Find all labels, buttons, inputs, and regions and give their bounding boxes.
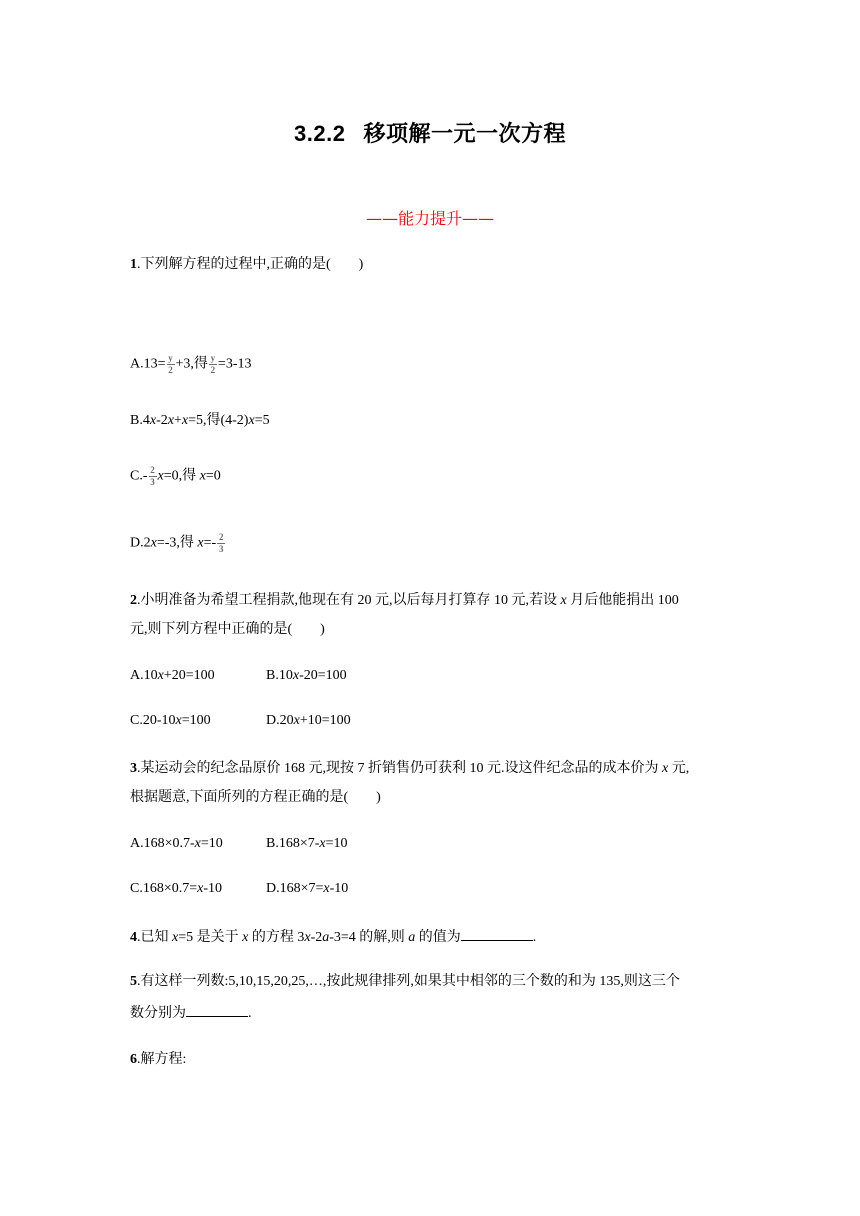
question-1-option-d: D.2x=-3,得 x=- $\frac{2}{3}$ <box>130 532 224 554</box>
question-number: 5 <box>130 974 137 989</box>
question-4: 4.已知 x=5 是关于 x 的方程 3x-2a-3=4 的解,则 a 的值为 . <box>130 926 536 948</box>
question-2-option-a: A.10x+20=100 <box>130 668 215 683</box>
question-2-option-c: C.20-10x=100 <box>130 713 211 728</box>
question-2-stem-line2: 元,则下列方程中正确的是( ) <box>130 622 325 637</box>
section-heading: ——能力提升—— <box>365 209 494 228</box>
question-2-option-b: B.10x-20=100 <box>266 668 347 683</box>
question-1-stem: 1.下列解方程的过程中,正确的是( ) <box>130 257 364 272</box>
answer-blank[interactable] <box>461 926 533 941</box>
answer-blank[interactable] <box>186 1002 248 1017</box>
question-1-option-c: C.- $\frac{2}{3}$ x=0,得 x=0 <box>130 465 221 487</box>
page-title <box>0 117 860 148</box>
question-3-option-a: A.168×0.7-x=10 <box>130 836 223 851</box>
question-3-option-b: B.168×7-x=10 <box>266 836 348 851</box>
fraction: $\frac{y}{2}$ <box>168 353 173 375</box>
question-6: 6.解方程: <box>130 1052 187 1067</box>
question-number: 6 <box>130 1052 137 1067</box>
fraction: $\frac{2}{3}$ <box>218 532 224 554</box>
question-2-option-d: D.20x+10=100 <box>266 713 351 728</box>
question-number: 4 <box>130 930 137 945</box>
section-number: 3.2.2 <box>294 121 346 146</box>
question-1-option-a: A.13= $\frac{y}{2}$ +3,得 $\frac{y}{2}$ =3-13 <box>130 353 252 375</box>
question-1-option-b: B.4x-2x+x=5,得(4-2)x=5 <box>130 413 270 428</box>
fraction: $\frac{y}{2}$ <box>210 353 216 375</box>
question-3-option-d: D.168×7=x-10 <box>266 881 349 896</box>
question-number: 1 <box>130 257 137 272</box>
question-3-stem-line2: 根据题意,下面所列的方程正确的是( ) <box>130 790 381 805</box>
question-3-stem-line1: 3.某运动会的纪念品原价 168 元,现按 7 折销售仍可获利 10 元.设这件纪念品的成本价为 x 元, <box>130 761 690 776</box>
question-2-stem-line1: 2.小明准备为希望工程捐款,他现在有 20 元,以后每月打算存 10 元,若设 x 月后他能捐出 100 <box>130 593 679 608</box>
question-5-line2: 数分别为 . <box>130 1002 252 1024</box>
question-number: 3 <box>130 761 137 776</box>
title-text: 移项解一元一次方程 <box>363 121 566 146</box>
question-3-option-c: C.168×0.7=x-10 <box>130 881 223 896</box>
question-5-line1: 5.有这样一列数:5,10,15,20,25,…,按此规律排列,如果其中相邻的三个数的和为 135,则这三个 <box>130 974 680 989</box>
fraction: $\frac{2}{3}$ <box>150 465 155 487</box>
question-number: 2 <box>130 593 137 608</box>
